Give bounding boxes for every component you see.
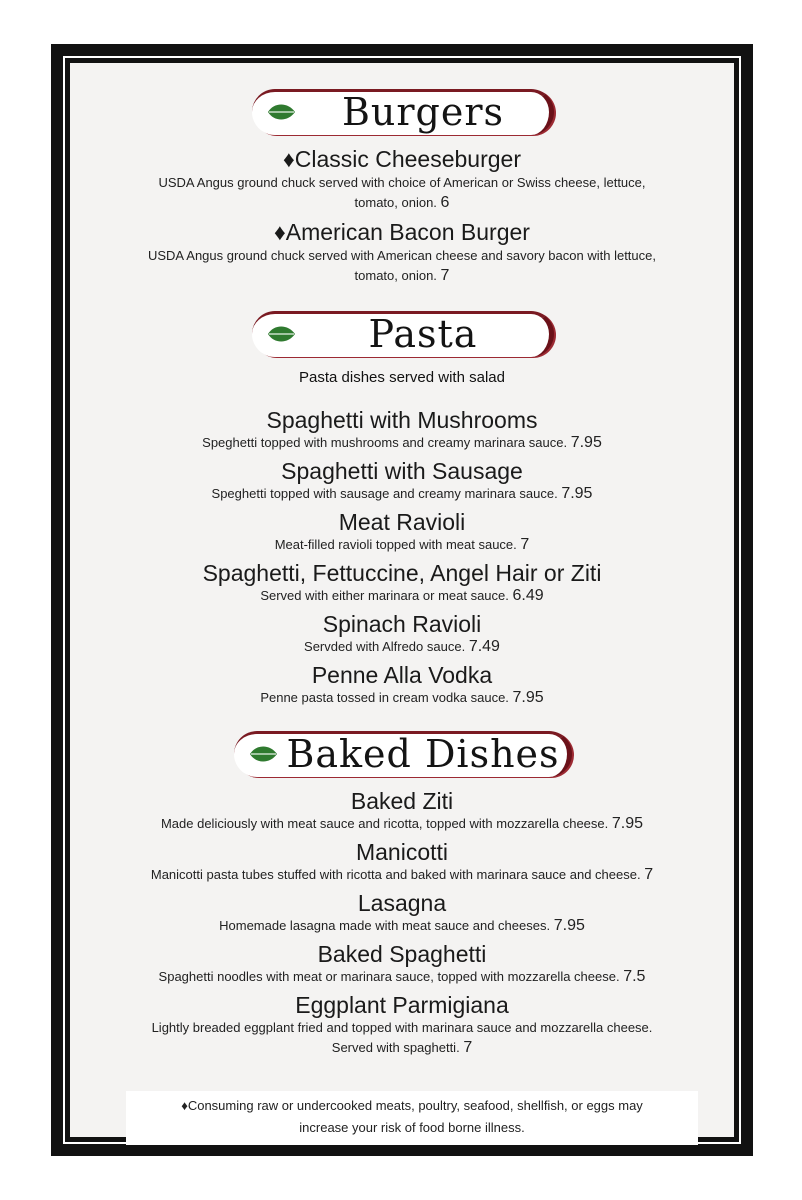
menu-item-price: 6 [440, 194, 450, 211]
menu-item-name: Baked Ziti [350, 788, 454, 814]
menu-item-price: 7 [644, 866, 654, 883]
burgers-banner [252, 89, 554, 135]
menu-inner-border [63, 56, 741, 1144]
menu-item-price: 7.95 [561, 485, 593, 502]
menu-page [70, 63, 734, 1137]
menu-item-desc: Lightly breaded eggplant fried and topped with marinara sauce and mozzarella cheese. [151, 1020, 653, 1035]
menu-item-desc: USDA Angus ground chuck served with choice of American or Swiss cheese, lettuce, [158, 175, 646, 190]
menu-item-price: 7.95 [553, 917, 585, 934]
notice-line: increase your risk of food borne illness. [299, 1120, 525, 1135]
menu-item-name: ♦Classic Cheeseburger [282, 146, 521, 172]
menu-item-price: 6.49 [512, 587, 544, 604]
menu-item-name: Spaghetti, Fettuccine, Angel Hair or Ziti [202, 560, 602, 586]
menu-frame [51, 44, 753, 1156]
menu-item-name: Spinach Ravioli [322, 611, 482, 637]
menu-item-desc: Penne pasta tossed in cream vodka sauce. [260, 690, 509, 705]
menu-item-desc: Served with either marinara or meat sauce. [260, 588, 509, 603]
menu-item-desc: Made deliciously with meat sauce and ricotta, topped with mozzarella cheese. [160, 816, 609, 831]
food-safety-notice [126, 1091, 698, 1145]
menu-item-price: 7 [440, 267, 450, 284]
menu-item-price: 7 [463, 1039, 473, 1056]
menu-item-desc: Served with spaghetti. [331, 1040, 460, 1055]
menu-item-name: Eggplant Parmigiana [295, 992, 509, 1018]
baked-dishes-banner [234, 731, 572, 777]
menu-item-desc: tomato, onion. [354, 268, 437, 283]
menu-item-name: Lasagna [357, 890, 447, 916]
menu-item-name: Meat Ravioli [338, 509, 466, 535]
menu-item-name: Spaghetti with Mushrooms [266, 407, 538, 433]
menu-item-desc: Speghetti topped with sausage and creamy marinara sauce. [211, 486, 558, 501]
menu-item-desc: USDA Angus ground chuck served with American cheese and savory bacon with lettuce, [147, 248, 656, 263]
menu-item-price: 7.95 [570, 434, 602, 451]
menu-item-name: Manicotti [355, 839, 449, 865]
menu-item-name: Baked Spaghetti [317, 941, 487, 967]
pasta-subtitle: Pasta dishes served with salad [299, 369, 505, 386]
section-title-burgers: Burgers [341, 90, 505, 134]
menu-item-price: 7.95 [512, 689, 544, 706]
menu-item-desc: Meat-filled ravioli topped with meat sauce. [274, 537, 517, 552]
menu-item-desc: Homemade lasagna made with meat sauce and cheeses. [219, 918, 551, 933]
menu-item-name: Penne Alla Vodka [311, 662, 493, 688]
menu-item-name: Spaghetti with Sausage [281, 458, 523, 484]
pasta-banner [252, 311, 554, 357]
menu-item-desc: Spaghetti noodles with meat or marinara sauce, topped with mozzarella cheese. [158, 969, 620, 984]
menu-item-price: 7.49 [468, 638, 500, 655]
menu-item-name: ♦American Bacon Burger [274, 219, 530, 245]
menu-item-desc: Manicotti pasta tubes stuffed with ricotta and baked with marinara sauce and cheese. [150, 867, 641, 882]
section-title-pasta: Pasta [368, 312, 478, 356]
menu-item-price: 7 [520, 536, 530, 553]
section-title-baked-dishes: Baked Dishes [286, 732, 560, 776]
menu-item-desc: Servded with Alfredo sauce. [304, 639, 466, 654]
menu-item-desc: tomato, onion. [354, 195, 437, 210]
notice-line: ♦Consuming raw or undercooked meats, poultry, seafood, shellfish, or eggs may [181, 1098, 643, 1113]
menu-item-price: 7.5 [623, 968, 646, 985]
menu-item-desc: Speghetti topped with mushrooms and creamy marinara sauce. [202, 435, 568, 450]
menu-item-price: 7.95 [611, 815, 644, 832]
